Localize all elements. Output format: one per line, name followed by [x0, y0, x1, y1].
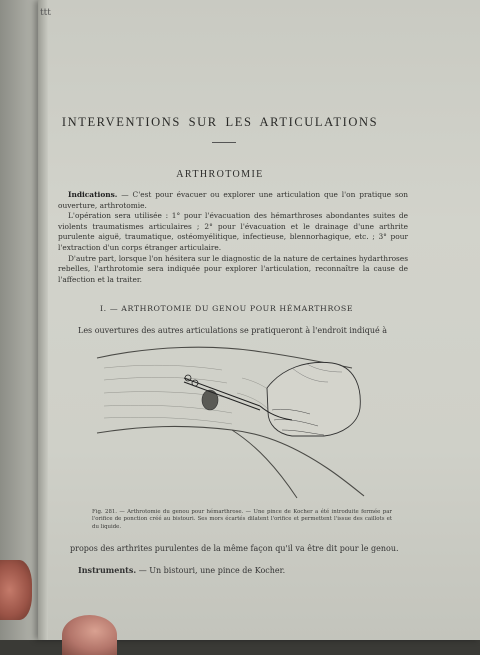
section-heading: I. — ARTHROTOMIE DU GENOU POUR HÉMARTHROSE	[100, 304, 354, 313]
holding-finger-bottom	[62, 615, 117, 655]
indications-text: — C'est pour évacuer ou explorer une articulation que l'on pratique son ouverture, arthrotomie.	[58, 190, 408, 210]
page-title: INTERVENTIONS SUR LES ARTICULATIONS	[61, 115, 379, 129]
corner-mark: ttt	[40, 8, 51, 18]
holding-finger-left	[0, 560, 32, 620]
paragraph-1: L'opération sera utilisée : 1° pour l'évacuation des hémarthroses abondantes suites de violents traumatismes articulaires ; 2° pour l'évacuation et le drainage d'une arthrite purulente aiguë, traumatique, ostéomyélitique, infectieuse, blennorhagique, etc. ; 3° pour l'extraction d'un corps étranger articulaire.	[58, 211, 408, 252]
indications-label: Indications.	[68, 190, 118, 199]
page-spine	[38, 0, 48, 640]
instruments-text: — Un bistouri, une pince de Kocher.	[136, 566, 286, 575]
instruments-label: Instruments.	[78, 565, 137, 575]
section-title: ARTHROTOMIE	[176, 169, 264, 180]
instruments-line	[78, 565, 408, 575]
knee-arthrotomy-illustration	[92, 338, 392, 506]
body-text	[58, 190, 408, 285]
intro-line: Les ouvertures des autres articulations se pratiqueront à l'endroit indiqué à	[78, 326, 388, 335]
indications-paragraph	[58, 190, 408, 211]
title-rule	[212, 142, 236, 143]
paragraph-2: D'autre part, lorsque l'on hésitera sur le diagnostic de la nature de certaines hydarthroses rebelles, l'arthrotomie sera indiquée pour explorer l'articulation, reconnaître la cause de l'affection et la traiter.	[58, 253, 409, 284]
bottom-paragraph: propos des arthrites purulentes de la même façon qu'il va être dit pour le genou.	[70, 544, 399, 553]
figure-caption: Fig. 281. — Arthrotomie du genou pour hémarthrose. — Une pince de Kocher a été introduite fermée par l'orifice de ponction créé au bistouri. Ses mors écartés dilatent l'orifice et permettent l'issue des caillots et du liquide.	[92, 509, 392, 530]
